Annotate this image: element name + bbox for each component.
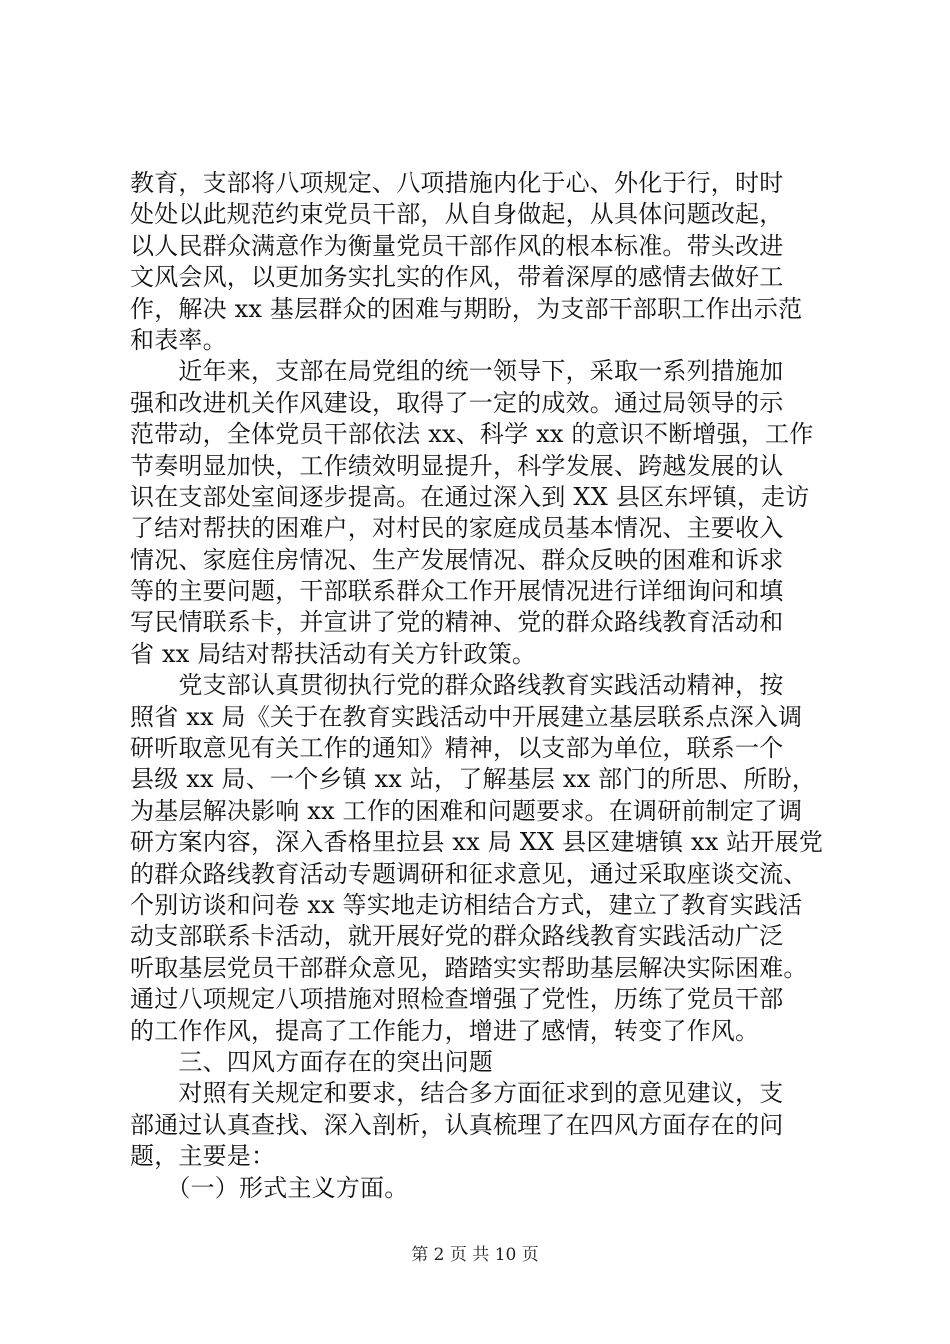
text-line: 以人民群众满意作为衡量党员干部作风的根本标准。带头改进 xyxy=(130,231,784,260)
text-line: 强和改进机关作风建设，取得了一定的成效。通过局领导的示 xyxy=(130,388,784,417)
text-line: 部通过认真查找、深入剖析，认真梳理了在四风方面存在的问 xyxy=(130,1110,784,1139)
text-line: 教育，支部将八项规定、八项措施内化于心、外化于行，时时 xyxy=(130,169,784,197)
text-line: 研方案内容，深入香格里拉县 xx 局 XX 县区建塘镇 xx 站开展党 xyxy=(130,828,824,857)
text-line: 的群众路线教育活动专题调研和征求意见，通过采取座谈交流、 xyxy=(130,859,808,888)
text-line: 动支部联系卡活动，就开展好党的群众路线教育实践活动广泛 xyxy=(130,922,784,951)
text-line: 处处以此规范约束党员干部，从自身做起，从具体问题改起， xyxy=(130,200,784,229)
document-body xyxy=(130,168,830,1204)
text-line: 个别访谈和问卷 xx 等实地走访相结合方式，建立了教育实践活 xyxy=(130,890,803,919)
text-line: 对照有关规定和要求，结合多方面征求到的意见建议，支 xyxy=(130,1079,784,1108)
text-line: 县级 xx 局、一个乡镇 xx 站，了解基层 xx 部门的所思、所盼， xyxy=(130,765,816,794)
text-line: 题，主要是： xyxy=(130,1142,276,1171)
text-line: 党支部认真贯彻执行党的群众路线教育实践活动精神，按 xyxy=(130,671,784,700)
text-line: 了结对帮扶的困难户，对村民的家庭成员基本情况、主要收入 xyxy=(130,514,784,543)
page-number-footer: 第 2 页 共 10 页 xyxy=(411,1245,539,1265)
text-line: 等的主要问题，干部联系群众工作开展情况进行详细询问和填 xyxy=(130,577,784,606)
subsection-heading: （一）形式主义方面。 xyxy=(130,1173,409,1202)
text-line: 识在支部处室间逐步提高。在通过深入到 XX 县区东坪镇，走访 xyxy=(130,482,810,511)
text-line: 和表率。 xyxy=(130,325,227,354)
text-line: 为基层解决影响 xx 工作的困难和问题要求。在调研前制定了调 xyxy=(130,796,803,825)
section-heading: 三、四风方面存在的突出问题 xyxy=(130,1047,493,1076)
text-line: 节奏明显加快，工作绩效明显提升，科学发展、跨越发展的认 xyxy=(130,451,784,480)
text-line: 写民情联系卡，并宣讲了党的精神、党的群众路线教育活动和 xyxy=(130,608,784,637)
text-line: 情况、家庭住房情况、生产发展情况、群众反映的困难和诉求 xyxy=(130,545,784,574)
text-line: 的工作作风，提高了工作能力，增进了感情，转变了作风。 xyxy=(130,1016,760,1045)
text-line: 文风会风，以更加务实扎实的作风，带着深厚的感情去做好工 xyxy=(130,263,784,292)
text-line: 作，解决 xx 基层群众的困难与期盼，为支部干部职工作出示范 xyxy=(130,294,803,323)
text-line: 听取基层党员干部群众意见，踏踏实实帮助基层解决实际困难。 xyxy=(130,953,808,982)
text-line: 研听取意见有关工作的通知》精神，以支部为单位，联系一个 xyxy=(130,734,784,763)
text-line: 近年来，支部在局党组的统一领导下，采取一系列措施加 xyxy=(130,357,784,386)
text-line: 照省 xx 局《关于在教育实践活动中开展建立基层联系点深入调 xyxy=(130,702,803,731)
text-line: 通过八项规定八项措施对照检查增强了党性，历练了党员干部 xyxy=(130,985,784,1014)
text-line: 范带动，全体党员干部依法 xx、科学 xx 的意识不断增强，工作 xyxy=(130,420,814,449)
text-line: 省 xx 局结对帮扶活动有关方针政策。 xyxy=(130,639,537,668)
